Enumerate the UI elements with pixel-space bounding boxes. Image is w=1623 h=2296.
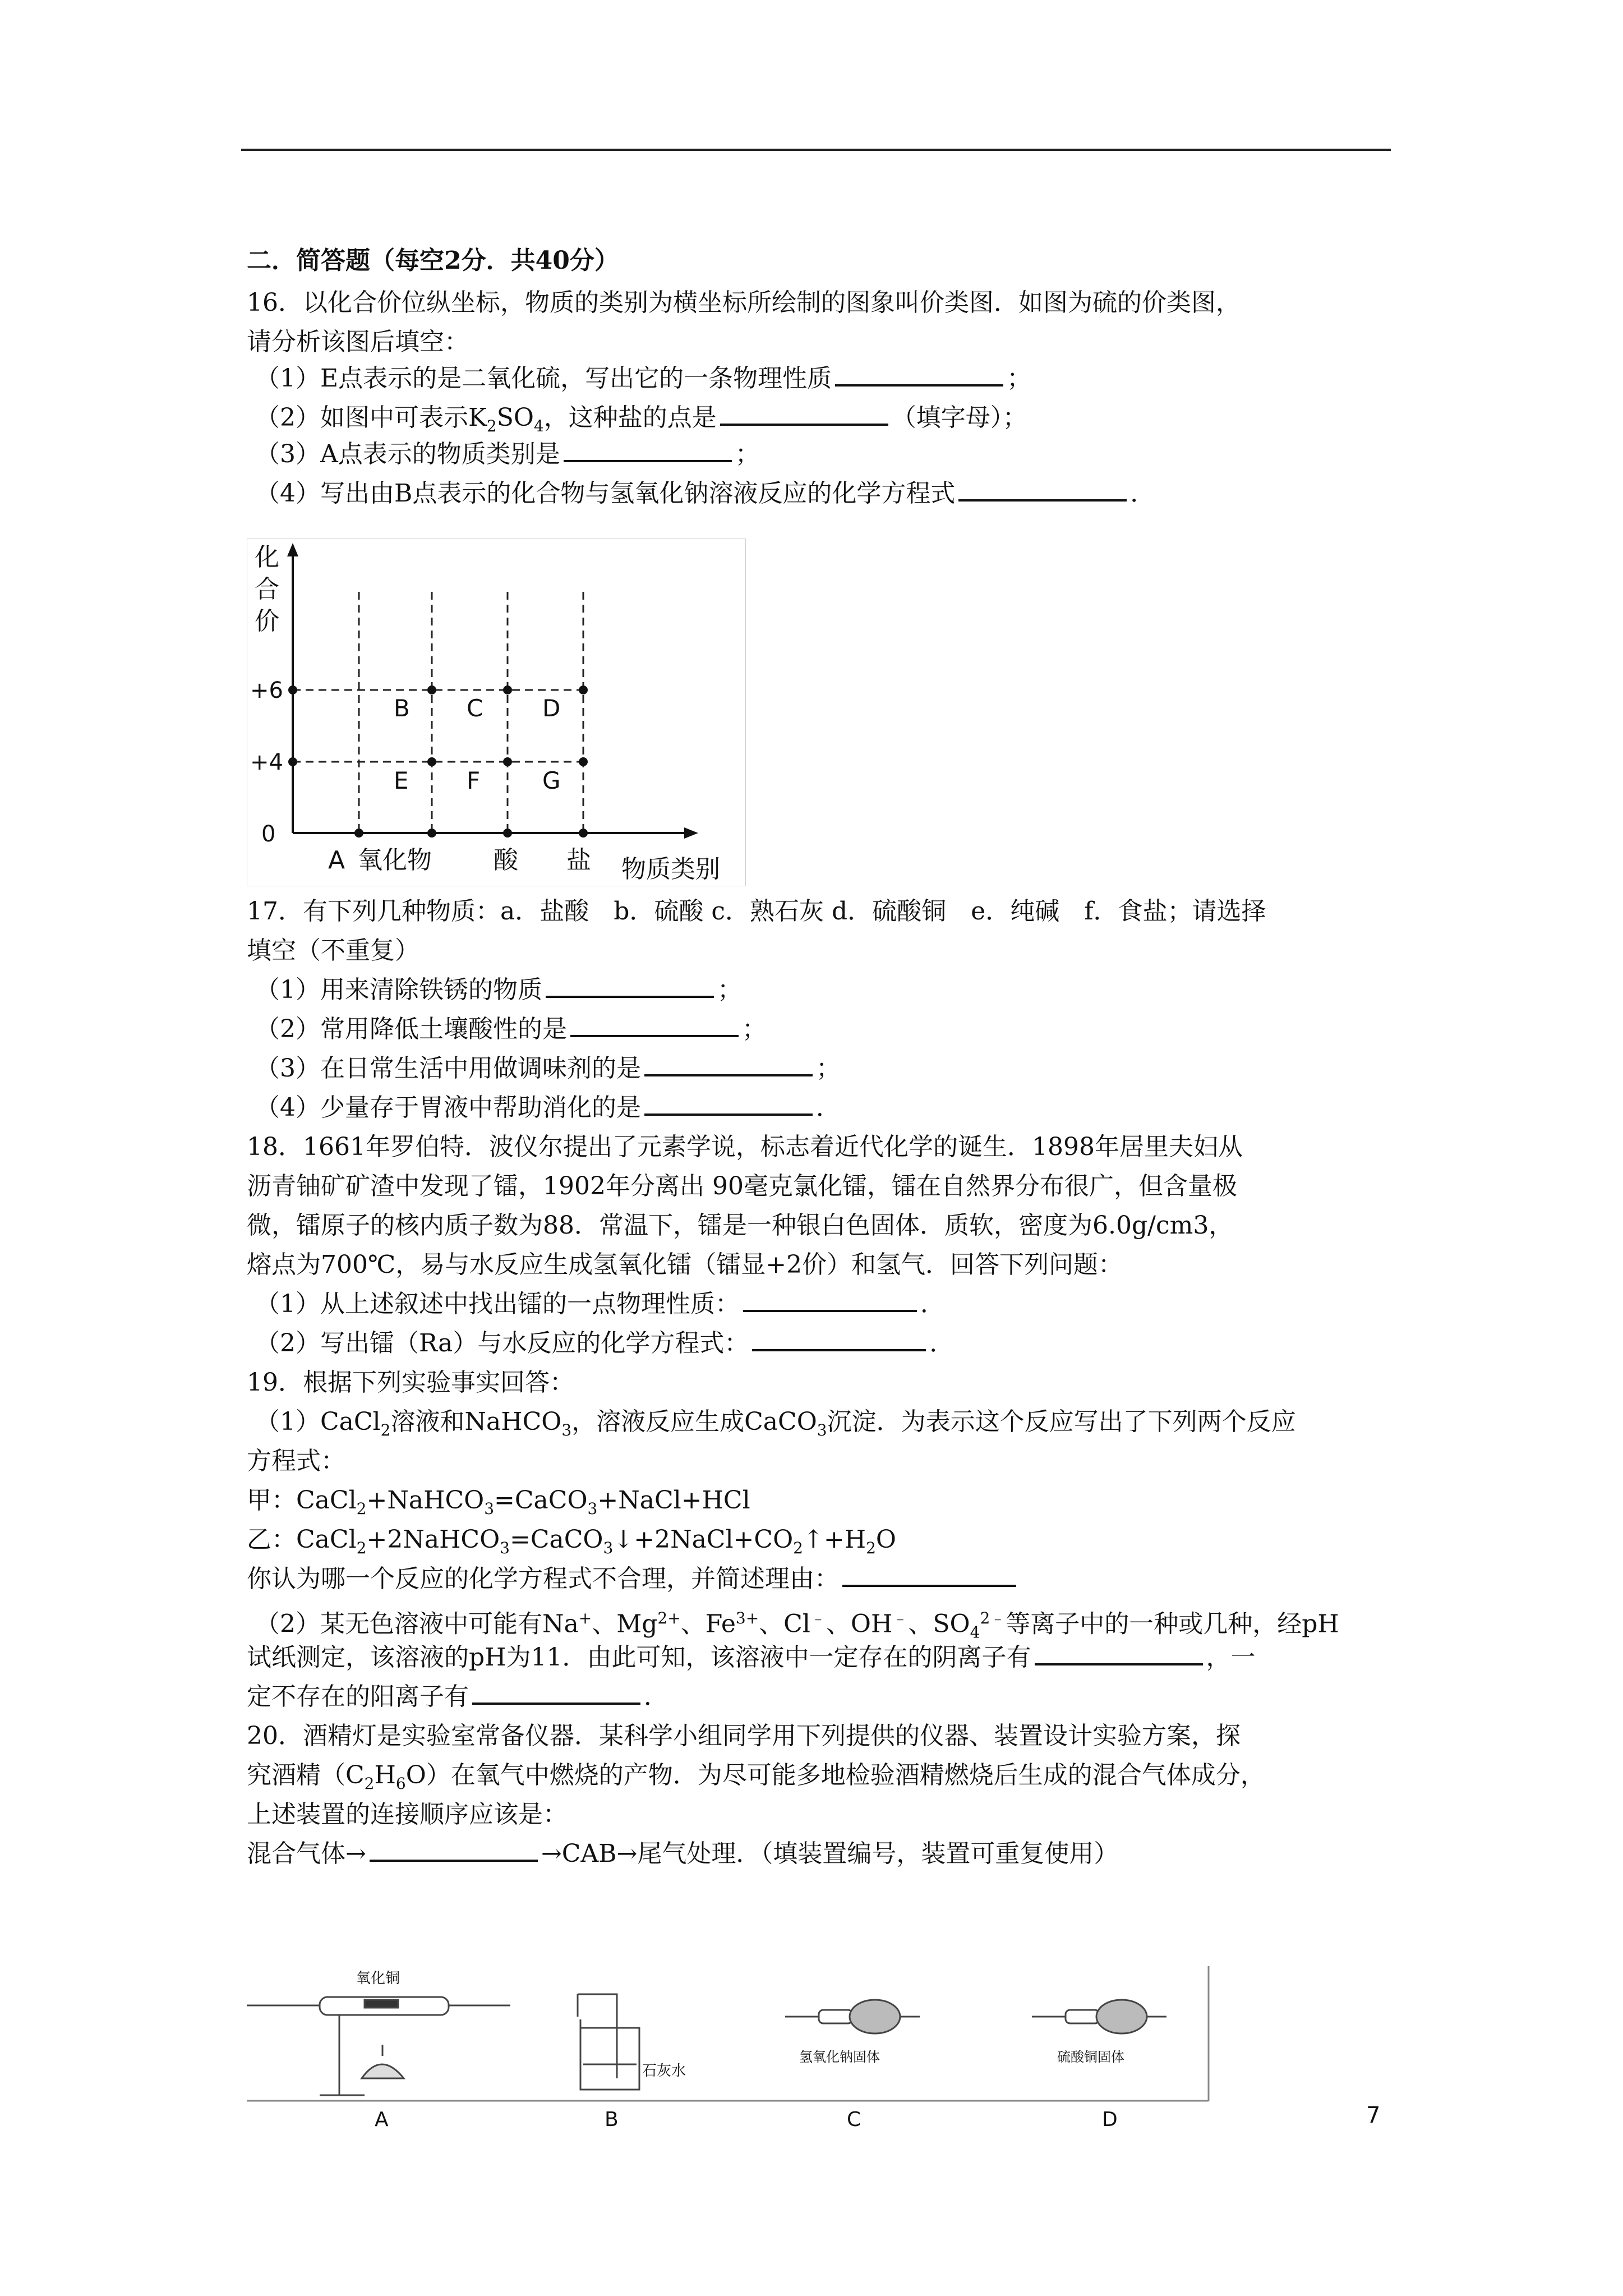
answer-blank[interactable] bbox=[644, 1052, 813, 1076]
answer-blank[interactable] bbox=[752, 1327, 926, 1351]
q17-part-2-text: （2）常用降低土壤酸性的是 bbox=[255, 1015, 567, 1043]
y-axis-arrow bbox=[287, 543, 298, 556]
device-a bbox=[247, 1997, 510, 2095]
answer-blank[interactable] bbox=[472, 1680, 640, 1705]
text: ↓+2NaCl+CO bbox=[613, 1525, 794, 1554]
punct: ； bbox=[735, 440, 760, 468]
point-label: G bbox=[542, 767, 561, 794]
subscript: 3 bbox=[587, 1499, 598, 1518]
q16-part-4 bbox=[255, 474, 1155, 513]
q20-line-3: 上述装置的连接顺序应该是： bbox=[247, 1800, 568, 1829]
text: 、Mg bbox=[592, 1609, 658, 1639]
point-label: B bbox=[394, 694, 410, 722]
text: ，溶液反应生成CaCO bbox=[571, 1407, 817, 1436]
y-label-char: 价 bbox=[255, 607, 279, 636]
q17-part-3 bbox=[255, 1049, 841, 1088]
answer-blank[interactable] bbox=[644, 1091, 813, 1116]
device-c-label: C bbox=[847, 2108, 861, 2131]
point-label: F bbox=[467, 767, 481, 794]
superscript: 3+ bbox=[735, 1609, 759, 1627]
q16-part-2-text: SO bbox=[496, 403, 534, 432]
x-category: A bbox=[328, 846, 345, 875]
x-category: 氧化物 bbox=[358, 846, 432, 875]
q18-part-2-text: （2）写出镭（Ra）与水反应的化学方程式： bbox=[255, 1329, 749, 1358]
point-label: D bbox=[542, 694, 561, 722]
q16-part-2-text: （2）如图中可表示K bbox=[255, 403, 487, 432]
q19-part-2-line-2 bbox=[247, 1638, 1256, 1677]
subscript: 3 bbox=[561, 1420, 572, 1439]
q16-stem-line-1: 16．以化合价位纵坐标，物质的类别为横坐标所绘制的图象叫价类图．如图为硫的价类图， bbox=[247, 288, 1241, 317]
superscript: ﹣ bbox=[892, 1609, 909, 1627]
text: （1）CaCl bbox=[255, 1407, 381, 1436]
subscript: 2 bbox=[793, 1538, 803, 1557]
q19-part-2-line-3 bbox=[247, 1677, 668, 1717]
answer-blank[interactable] bbox=[370, 1837, 538, 1862]
q17-part-1 bbox=[255, 970, 742, 1010]
q18-line-3: 微，镭原子的核内质子数为88．常温下，镭是一种银白色固体．质软，密度为6.0g/cm3， bbox=[247, 1211, 1234, 1240]
text: ，一 bbox=[1206, 1643, 1256, 1672]
device-b-note: 石灰水 bbox=[642, 2063, 686, 2079]
text: O）在氧气中燃烧的产物．为尽可能多地检验酒精燃烧后生成的混合气体成分， bbox=[405, 1761, 1265, 1789]
q17-part-2 bbox=[255, 1010, 767, 1049]
y-tick: 0 bbox=[261, 821, 276, 847]
subscript: 3 bbox=[500, 1538, 510, 1557]
answer-blank[interactable] bbox=[743, 1287, 917, 1312]
device-d-note: 硫酸铜固体 bbox=[1057, 2049, 1124, 2065]
answer-blank[interactable] bbox=[958, 477, 1127, 501]
punct: ； bbox=[816, 1054, 841, 1083]
text: ↑+H bbox=[803, 1525, 866, 1554]
punct: ． bbox=[644, 1682, 668, 1711]
device-b-label: B bbox=[605, 2108, 619, 2131]
text: =CaCO bbox=[510, 1525, 603, 1554]
x-category: 盐 bbox=[566, 846, 591, 875]
subscript: 2 bbox=[866, 1538, 876, 1557]
text: 溶液和NaHCO bbox=[390, 1407, 562, 1436]
q20-line-1: 20．酒精灯是实验室常备仪器．某科学小组同学用下列提供的仪器、装置设计实验方案，探 bbox=[247, 1722, 1241, 1750]
text: +NaCl+HCl bbox=[597, 1486, 750, 1515]
q16-part-4-text: （4）写出由B点表示的化合物与氢氧化钠溶液反应的化学方程式 bbox=[255, 479, 956, 508]
text: +2NaHCO bbox=[366, 1525, 500, 1554]
text: +NaHCO bbox=[366, 1486, 485, 1515]
text: 定不存在的阳离子有 bbox=[247, 1682, 469, 1711]
superscript: ﹣ bbox=[810, 1609, 826, 1627]
q18-part-2 bbox=[255, 1324, 954, 1363]
answer-blank[interactable] bbox=[1035, 1641, 1203, 1665]
q17-part-3-text: （3）在日常生活中用做调味剂的是 bbox=[255, 1054, 641, 1083]
answer-blank[interactable] bbox=[546, 973, 714, 998]
q19-part-1-line-2: 方程式： bbox=[247, 1447, 345, 1475]
text: 究酒精（C bbox=[247, 1761, 365, 1789]
subscript: 2 bbox=[356, 1499, 367, 1518]
q17-part-1-text: （1）用来清除铁锈的物质 bbox=[255, 976, 542, 1004]
q18-line-4: 熔点为700℃，易与水反应生成氢氧化镭（镭显+2价）和氢气．回答下列问题： bbox=[247, 1250, 1123, 1279]
q18-line-1: 18．1661年罗伯特．波仪尔提出了元素学说，标志着近代化学的诞生．1898年居里夫妇从 bbox=[247, 1133, 1243, 1161]
subscript: 2 bbox=[380, 1420, 391, 1439]
q16-part-1-text: （1）E点表示的是二氧化硫，写出它的一条物理性质 bbox=[255, 364, 832, 393]
text: 你认为哪一个反应的化学方程式不合理，并简述理由： bbox=[247, 1565, 839, 1593]
device-a-note: 氧化铜 bbox=[356, 1970, 400, 1987]
device-c bbox=[785, 2000, 920, 2033]
device-c-note: 氢氧化钠固体 bbox=[799, 2049, 880, 2065]
subscript: 4 bbox=[970, 1623, 980, 1642]
text: →CAB→尾气处理．（填装置编号，装置可重复使用） bbox=[541, 1839, 1119, 1868]
x-category: 酸 bbox=[494, 846, 518, 875]
text: 、Cl bbox=[759, 1609, 810, 1639]
text: H bbox=[374, 1761, 396, 1789]
q16-part-2-text: ，这种盐的点是 bbox=[543, 403, 717, 432]
page-number: 7 bbox=[1366, 2102, 1381, 2128]
subscript: 2 bbox=[486, 416, 497, 435]
q17-part-4-text: （4）少量存于胃液中帮助消化的是 bbox=[255, 1093, 641, 1122]
q16-stem-line-2: 请分析该图后填空： bbox=[247, 328, 469, 356]
q17-stem-line-2: 填空（不重复） bbox=[247, 936, 419, 965]
section-title: 二．简答题（每空2分．共40分） bbox=[247, 246, 619, 275]
sulfur-valence-chart bbox=[247, 539, 746, 886]
punct: ； bbox=[742, 1015, 767, 1043]
text: 乙：CaCl bbox=[247, 1525, 357, 1554]
text: 、OH bbox=[826, 1609, 893, 1639]
q19-reason bbox=[247, 1559, 1020, 1599]
device-a-label: A bbox=[375, 2108, 389, 2131]
apparatus-figure bbox=[247, 1966, 1211, 2134]
header-rule bbox=[241, 149, 1391, 151]
x-axis-label: 物质类别 bbox=[621, 855, 720, 884]
text: O bbox=[875, 1525, 896, 1554]
hint: （填字母）； bbox=[891, 403, 1027, 432]
device-b bbox=[578, 1994, 639, 2090]
text: 混合气体→ bbox=[247, 1839, 366, 1868]
q16-part-1 bbox=[255, 359, 1031, 398]
q18-line-2: 沥青铀矿矿渣中发现了镭，1902年分离出 90毫克氯化镭，镭在自然界分布很广，但含量极 bbox=[247, 1172, 1237, 1200]
subscript: 3 bbox=[603, 1538, 614, 1557]
subscript: 2 bbox=[364, 1774, 375, 1793]
text: =CaCO bbox=[494, 1486, 588, 1515]
subscript: 3 bbox=[484, 1499, 495, 1518]
q16-part-3-text: （3）A点表示的物质类别是 bbox=[255, 440, 560, 468]
q17-part-4 bbox=[255, 1088, 841, 1128]
punct: ． bbox=[1130, 479, 1155, 508]
superscript: 2+ bbox=[657, 1609, 681, 1627]
punct: ． bbox=[920, 1290, 945, 1318]
q18-part-1 bbox=[255, 1285, 945, 1324]
subscript: 3 bbox=[817, 1420, 827, 1439]
punct: ． bbox=[816, 1093, 841, 1122]
point-label: C bbox=[467, 694, 483, 722]
q17-stem-line-1: 17．有下列几种物质：a．盐酸 b．硫酸 c．熟石灰 d．硫酸铜 e．纯碱 f．食盐；请选择 bbox=[247, 897, 1266, 926]
q18-part-1-text: （1）从上述叙述中找出镭的一点物理性质： bbox=[255, 1290, 740, 1318]
device-d-label: D bbox=[1102, 2108, 1118, 2131]
text: 等离子中的一种或几种，经pH bbox=[1006, 1609, 1339, 1639]
text: 、Fe bbox=[680, 1609, 736, 1639]
q19-stem: 19．根据下列实验事实回答： bbox=[247, 1368, 574, 1397]
punct: ； bbox=[1007, 364, 1032, 393]
text: 甲：CaCl bbox=[247, 1486, 357, 1515]
text: 沉淀．为表示这个反应写出了下列两个反应 bbox=[827, 1407, 1296, 1436]
answer-blank[interactable] bbox=[570, 1013, 739, 1037]
punct: ． bbox=[929, 1329, 955, 1358]
y-tick: +6 bbox=[250, 678, 283, 703]
q19-part-1 bbox=[255, 1402, 1296, 1450]
y-label-char: 化 bbox=[255, 543, 279, 572]
text: 、SO bbox=[908, 1609, 970, 1639]
device-d bbox=[1032, 2000, 1166, 2033]
text: 试纸测定，该溶液的pH为11．由此可知，该溶液中一定存在的阴离子有 bbox=[247, 1643, 1031, 1672]
text: （2）某无色溶液中可能有Na bbox=[255, 1609, 579, 1639]
q16-part-3 bbox=[255, 435, 760, 474]
answer-blank[interactable] bbox=[835, 362, 1003, 386]
point-label: E bbox=[394, 767, 409, 794]
punct: ； bbox=[717, 976, 742, 1004]
subscript: 6 bbox=[395, 1774, 406, 1793]
superscript: + bbox=[578, 1609, 592, 1627]
q20-line-4 bbox=[247, 1834, 1118, 1874]
y-tick: +4 bbox=[250, 749, 283, 775]
answer-blank[interactable] bbox=[564, 438, 732, 462]
x-axis-arrow bbox=[684, 827, 698, 839]
answer-blank[interactable] bbox=[842, 1562, 1016, 1587]
answer-blank[interactable] bbox=[720, 401, 888, 426]
subscript: 4 bbox=[533, 416, 544, 435]
superscript: 2﹣ bbox=[980, 1609, 1006, 1627]
subscript: 2 bbox=[356, 1538, 367, 1557]
y-label-char: 合 bbox=[255, 575, 279, 604]
